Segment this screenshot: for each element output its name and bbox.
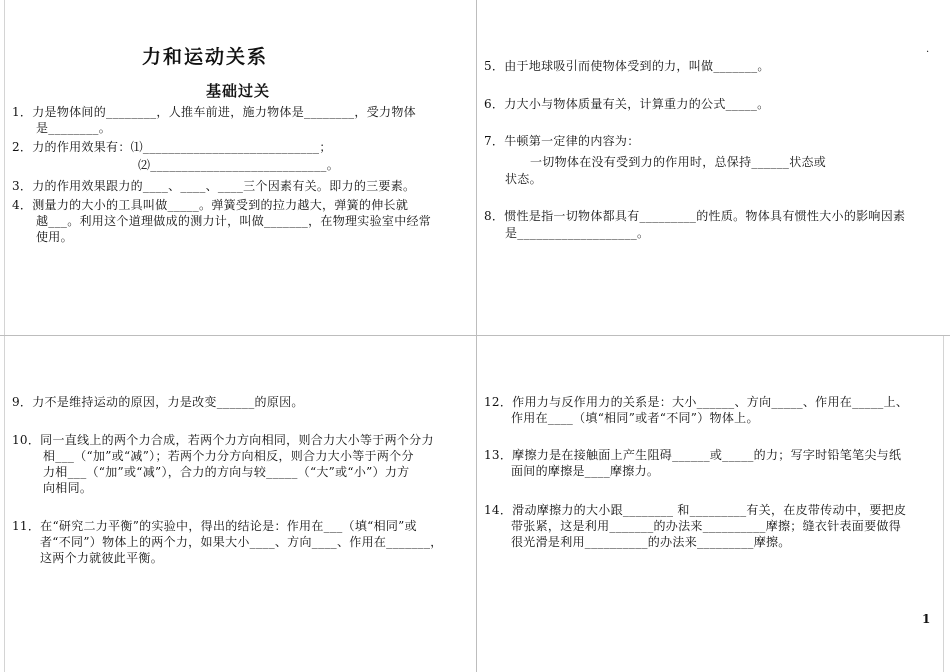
question-9-line-1: 9．力不是维持运动的原因，力是改变______的原因。 <box>12 395 304 409</box>
corner-mark: . <box>926 44 930 55</box>
question-4-line-1: 4．测量力的大小的工具叫做_____。弹簧受到的拉力越大，弹簧的伸长就 <box>12 198 409 212</box>
question-10-line-3: 力相___（“加”或“减”），合力的方向与较_____（“大”或“小”）力方 <box>43 465 410 479</box>
question-13-line-2: 面间的摩擦是____摩擦力。 <box>511 464 660 478</box>
question-6-line-1: 6．力大小与物体质量有关，计算重力的公式_____。 <box>484 97 770 111</box>
question-3-line-1: 3．力的作用效果跟力的____、____、____三个因素有关。即力的三要素。 <box>12 179 416 193</box>
question-11-line-3: 这两个力就彼此平衡。 <box>40 551 164 565</box>
question-11-line-1: 11．在“研究二力平衡”的实验中，得出的结论是：作用在___（填“相同”或 <box>12 519 417 533</box>
question-14-line-1: 14．滑动摩擦力的大小跟________ 和_________有关，在皮带传动中，要把皮 <box>484 503 907 517</box>
question-7-line-1: 7．牛顿第一定律的内容为： <box>484 134 640 148</box>
question-10-line-2: 相___（“加”或“减”）；若两个力分方向相反，则合力大小等于两个分 <box>43 449 414 463</box>
question-13-line-1: 13．摩擦力是在接触面上产生阻碍______或_____的力；写字时铅笔笔尖与纸 <box>484 448 902 462</box>
question-4-line-3: 使用。 <box>36 230 73 244</box>
vertical-divider <box>476 0 477 672</box>
question-4-line-2: 越___。利用这个道理做成的测力计，叫做_______，在物理实验室中经常 <box>36 214 432 228</box>
question-1-line-2: 是________。 <box>36 121 112 135</box>
question-12-line-2: 作用在____（填“相同”或者“不同”）物体上。 <box>511 411 759 425</box>
question-8-line-2: 是___________________。 <box>505 226 650 240</box>
page-title: 力和运动关系 <box>141 46 268 68</box>
question-8-line-1: 8．惯性是指一切物体都具有_________的性质。物体具有惯性大小的影响因素 <box>484 209 906 223</box>
question-7-line-2: 一切物体在没有受到力的作用时，总保持______状态或 <box>530 155 827 169</box>
question-2-line-2: ⑵____________________________。 <box>138 158 339 172</box>
question-5-line-1: 5．由于地球吸引而使物体受到的力，叫做_______。 <box>484 59 770 73</box>
question-14-line-3: 很光滑是利用__________的办法来_________摩擦。 <box>511 535 791 549</box>
right-border <box>943 336 944 672</box>
question-10-line-4: 向相同。 <box>43 481 93 495</box>
page-number: 1 <box>922 612 931 626</box>
question-7-line-3: 状态。 <box>505 172 542 186</box>
question-14-line-2: 带张紧，这是利用_______的办法来__________摩擦；缝衣针表面要做得 <box>511 519 902 533</box>
question-10-line-1: 10．同一直线上的两个力合成，若两个力方向相同，则合力大小等于两个分力 <box>12 433 434 447</box>
section-subtitle: 基础过关 <box>205 82 270 100</box>
question-12-line-1: 12．作用力与反作用力的关系是：大小______、方向_____、作用在_____上、 <box>484 395 909 409</box>
question-2-line-1: 2．力的作用效果有：⑴____________________________； <box>12 140 332 154</box>
question-11-line-2: 者“不同”）物体上的两个力，如果大小____、方向____、作用在_______， <box>40 535 443 549</box>
horizontal-divider <box>0 335 950 336</box>
question-1-line-1: 1．力是物体间的________，人推车前进，施力物体是________，受力物体 <box>12 105 416 119</box>
